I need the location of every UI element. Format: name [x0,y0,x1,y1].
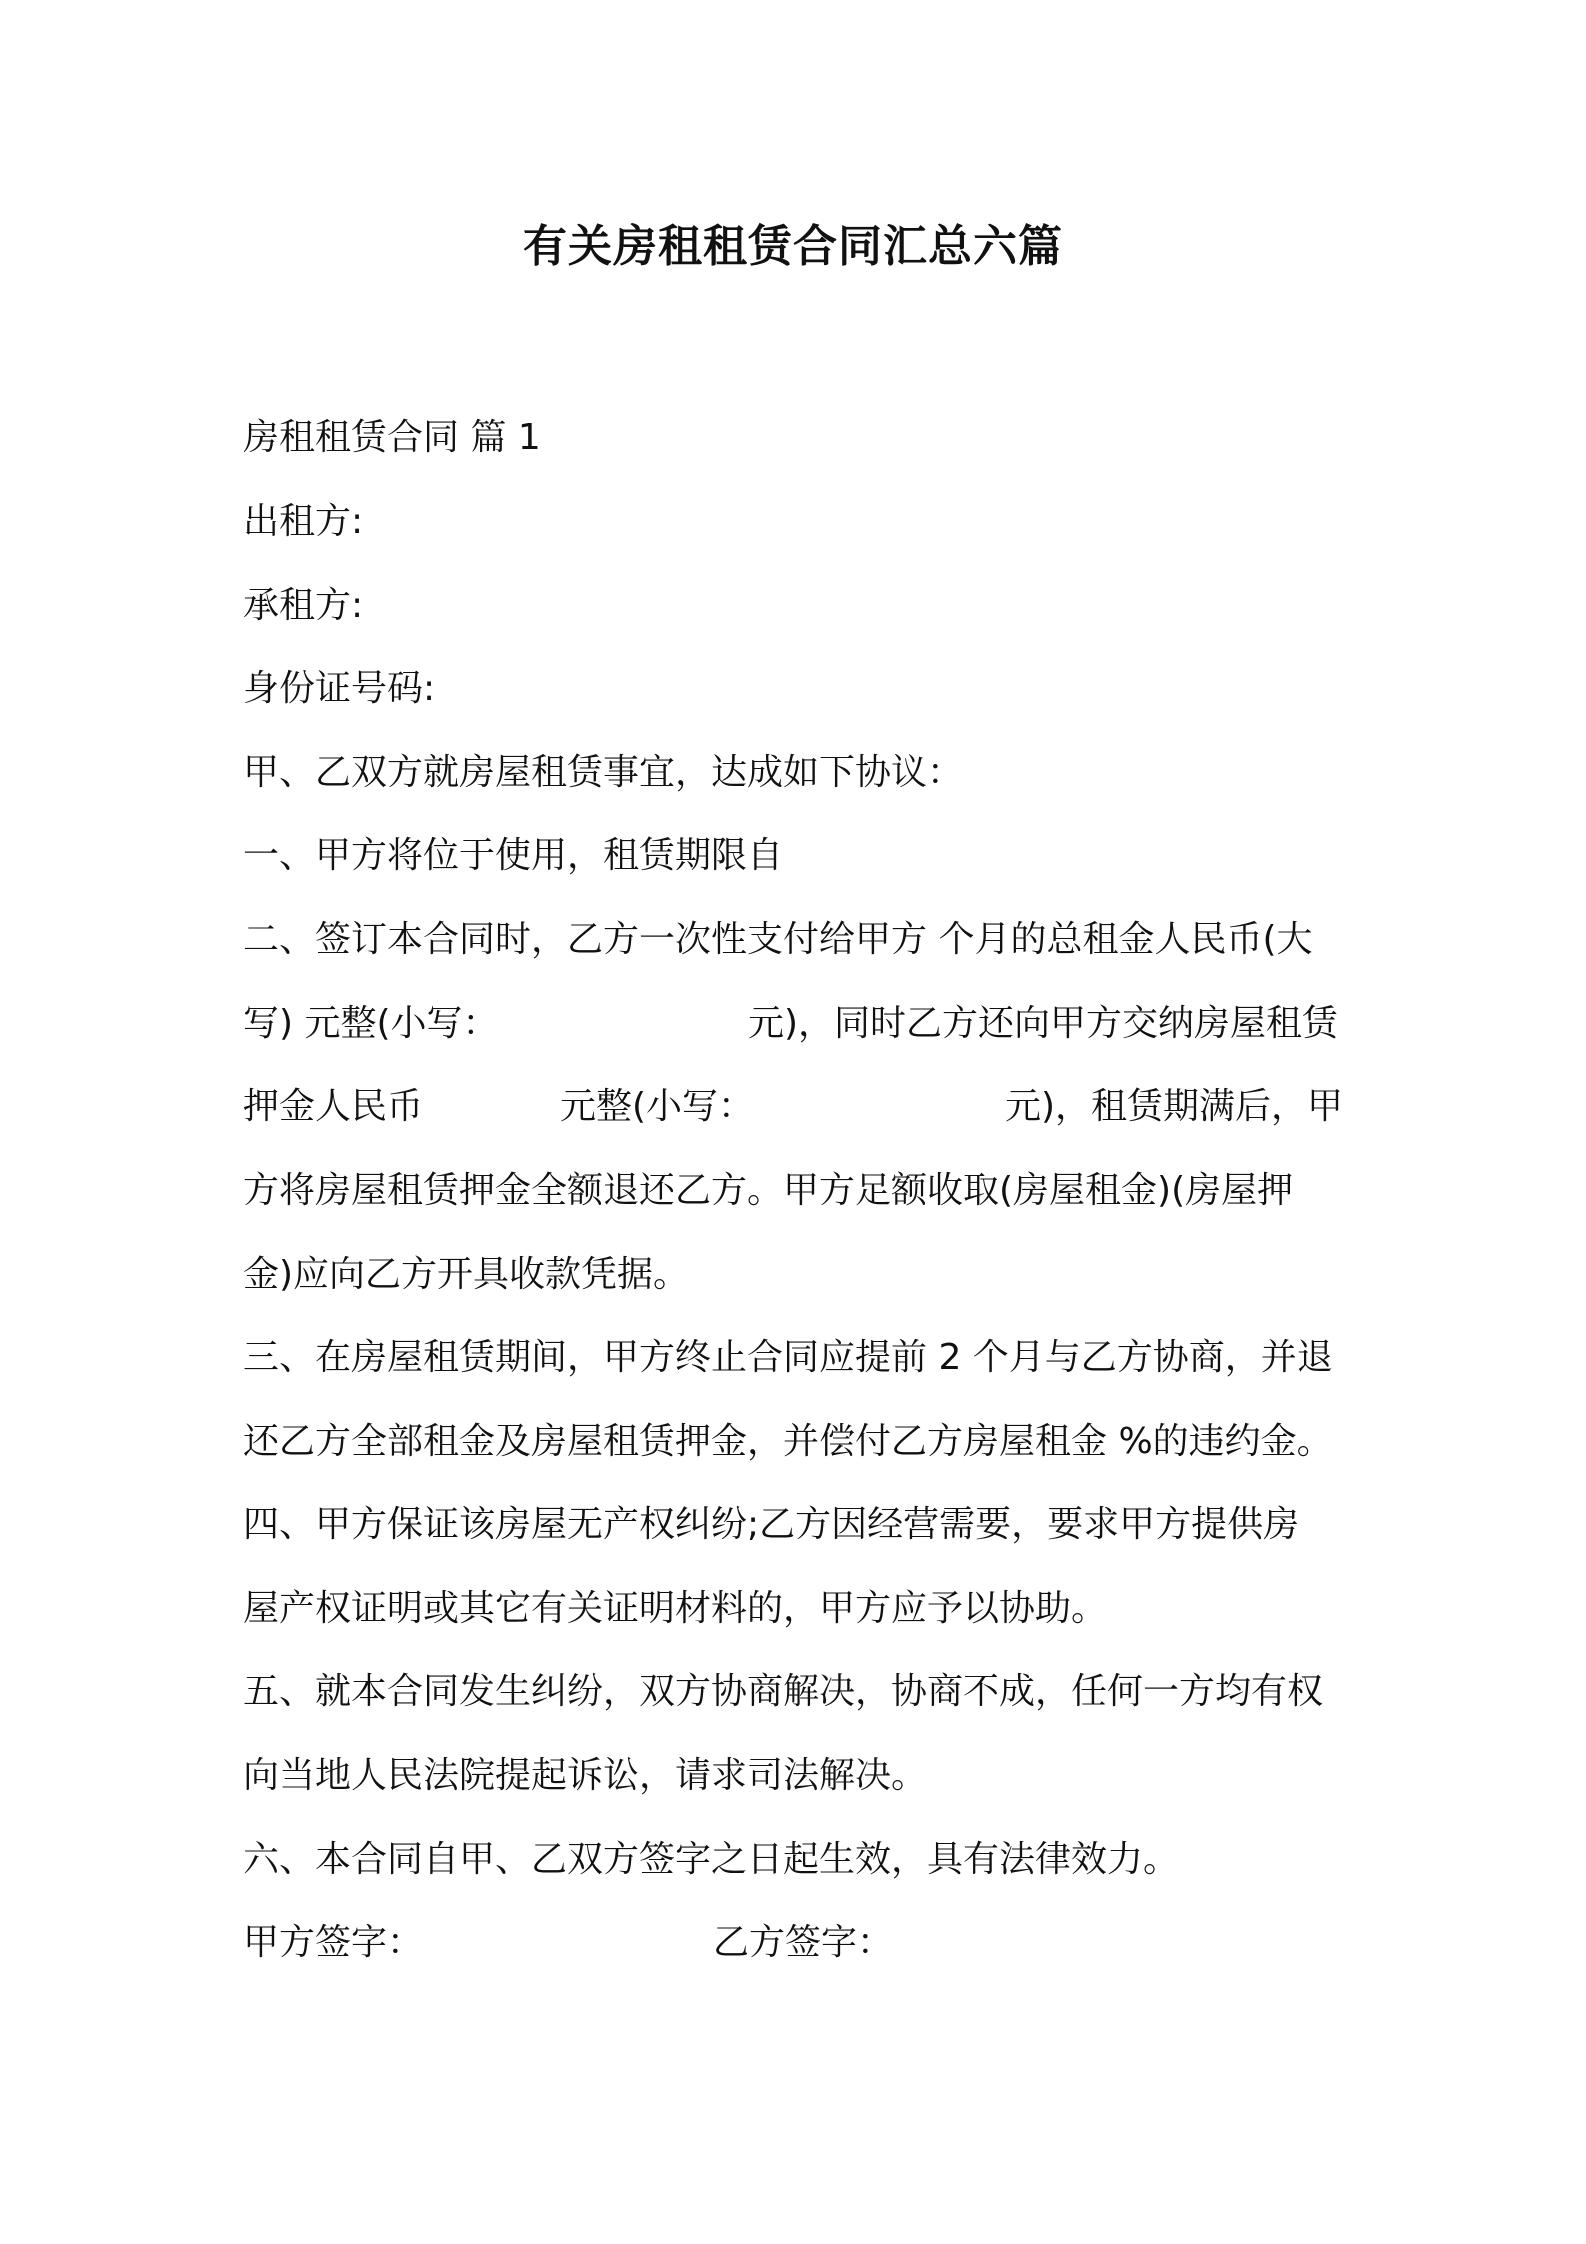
clause-2-line-4: 方将房屋租赁押金全额退还乙方。甲方足额收取(房屋租金)(房屋押 [243,1170,1294,1211]
id-number-label: 身份证号码: [243,668,436,709]
clause-3-line-1: 三、在房屋租赁期间，甲方终止合同应提前 2 个月与乙方协商，并退 [243,1337,1333,1378]
clause-4-line-1: 四、甲方保证该房屋无产权纠纷;乙方因经营需要，要求甲方提供房 [243,1504,1300,1545]
party-b-signature-label: 乙方签字： [713,1922,894,1963]
lessee-label: 承租方: [243,585,364,626]
clause-1: 一、甲方将位于使用，租赁期限自 [243,835,784,876]
clause-2-line-3-part-a: 押金人民币 [243,1086,424,1127]
section-heading: 房租租赁合同 篇 1 [243,417,541,458]
clause-2-line-3-part-b: 元整(小写： [560,1086,755,1127]
clause-2-line-2-part-b: 元)，同时乙方还向甲方交纳房屋租赁 [748,1003,1339,1044]
clause-6: 六、本合同自甲、乙双方签字之日起生效，具有法律效力。 [243,1839,1180,1880]
document-title: 有关房租租赁合同汇总六篇 [523,221,1063,272]
clause-4-line-2: 屋产权证明或其它有关证明材料的，甲方应予以协助。 [243,1588,1108,1629]
clause-3-line-2: 还乙方全部租金及房屋租赁押金，并偿付乙方房屋租金 %的违约金。 [243,1421,1333,1462]
clause-2-line-2-part-a: 写) 元整(小写： [243,1003,499,1044]
clause-5-line-2: 向当地人民法院提起诉讼，请求司法解决。 [243,1755,928,1796]
party-a-signature-label: 甲方签字： [243,1922,424,1963]
clause-5-line-1: 五、就本合同发生纠纷，双方协商解决，协商不成，任何一方均有权 [243,1671,1324,1712]
agreement-intro: 甲、乙双方就房屋租赁事宜，达成如下协议： [243,752,964,793]
lessor-label: 出租方: [243,501,364,542]
clause-2-line-5: 金)应向乙方开具收款凭据。 [243,1254,690,1295]
clause-2-line-1: 二、签订本合同时，乙方一次性支付给甲方 个月的总租金人民币(大 [243,919,1313,960]
clause-2-line-3-part-c: 元)，租赁期满后，甲 [1005,1086,1344,1127]
